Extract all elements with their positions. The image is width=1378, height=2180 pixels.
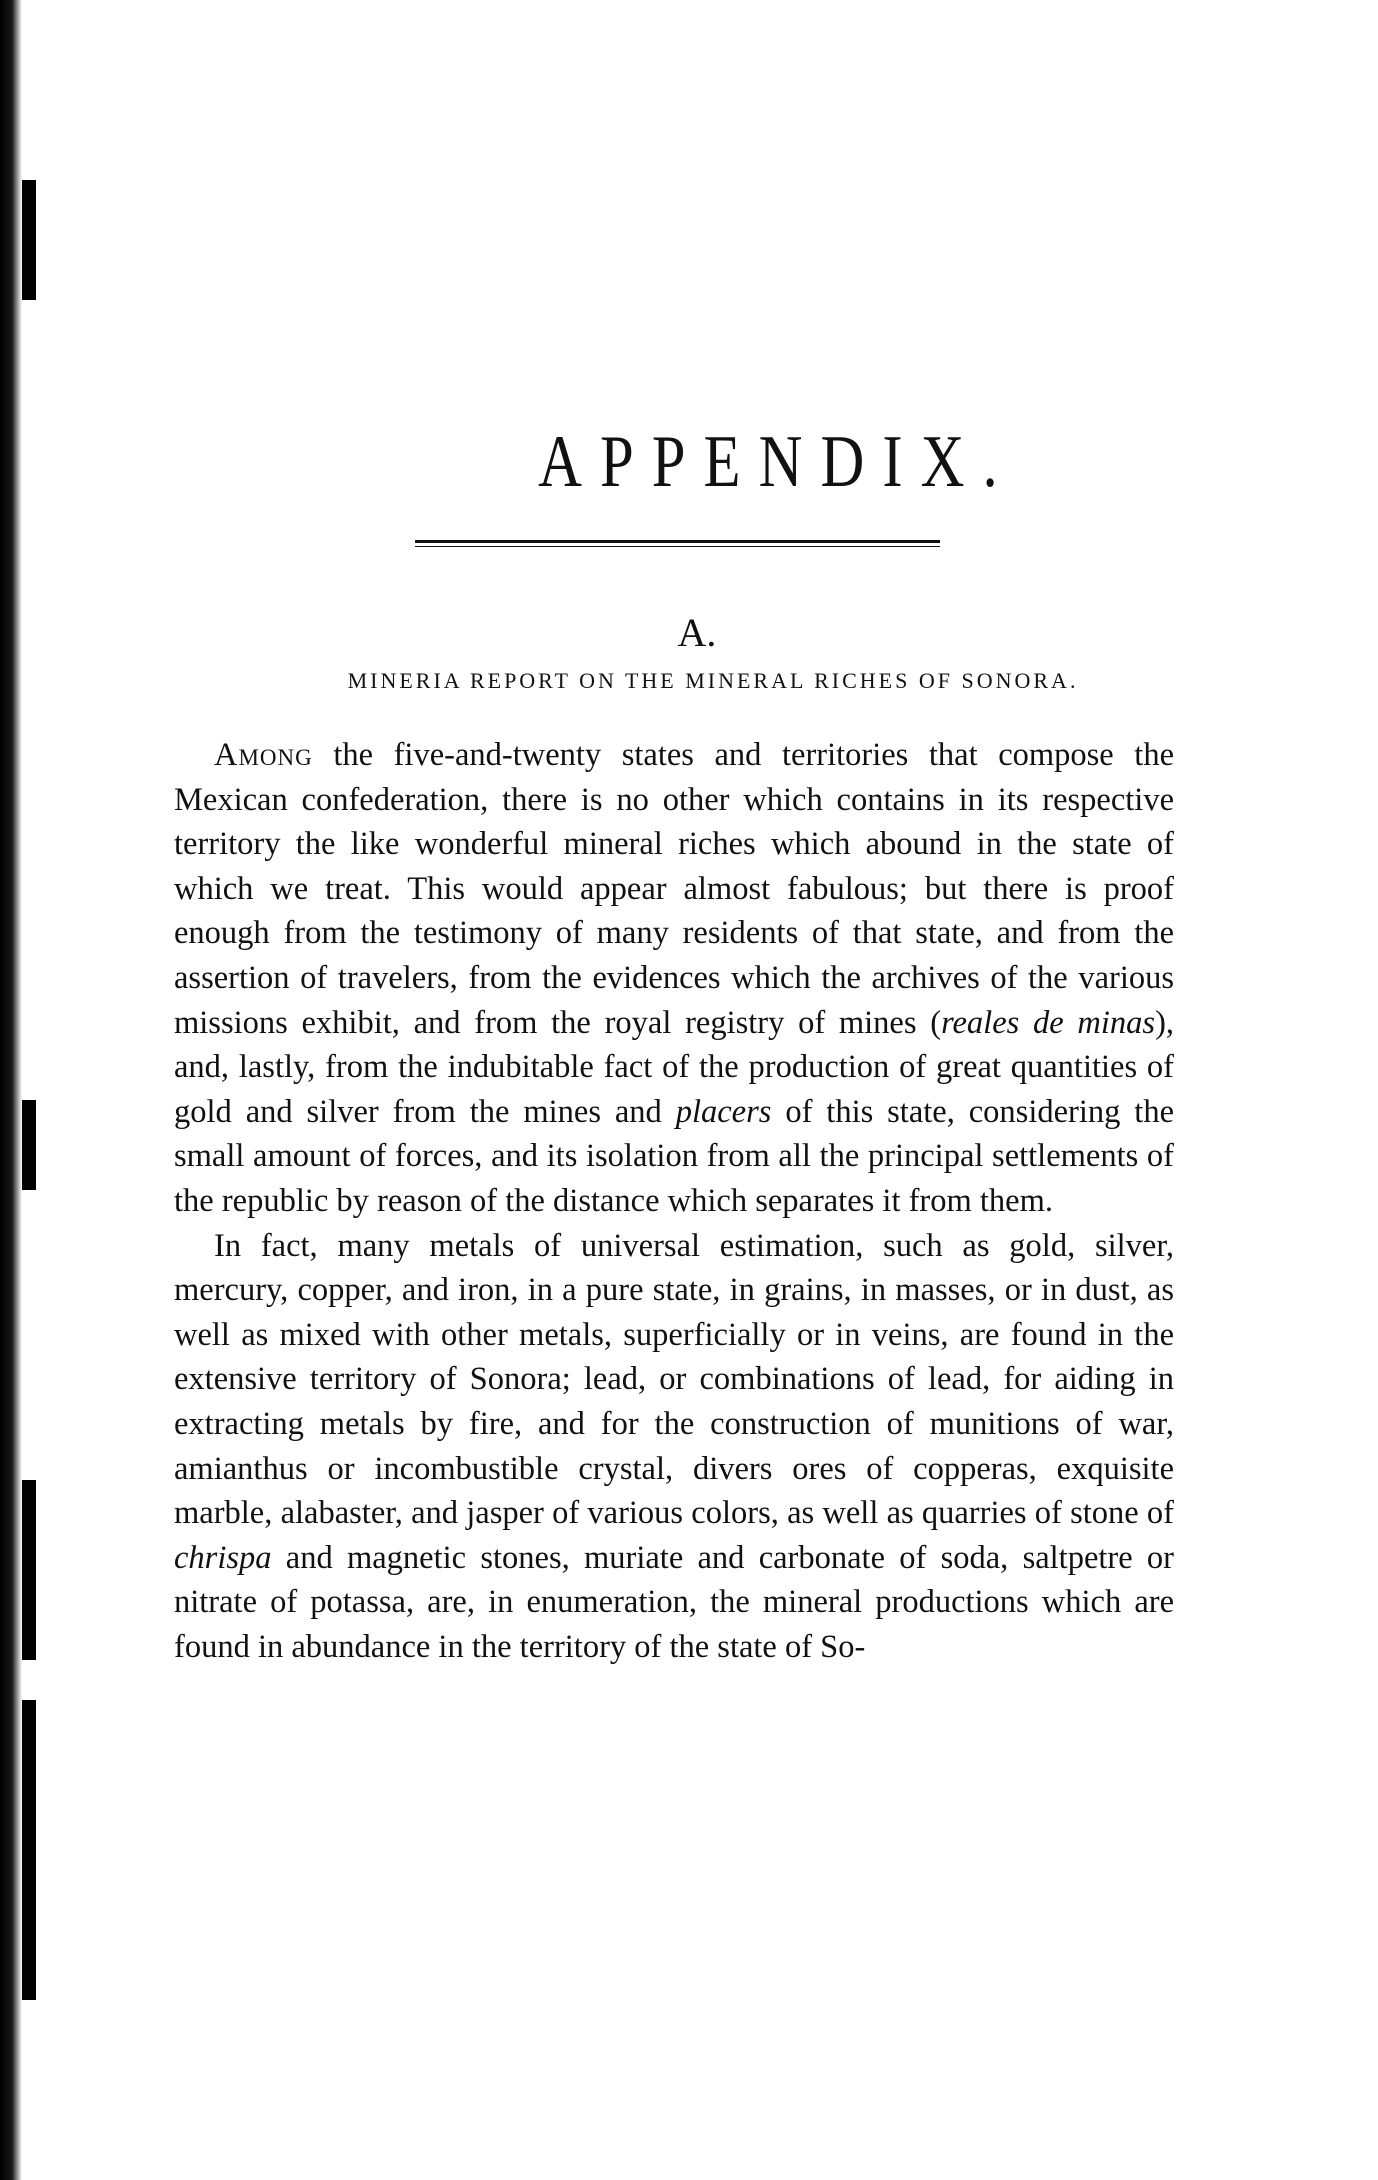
italic-term: placers (675, 1093, 772, 1130)
text-run: In fact, many metals of universal estimation, such as gold, silver, mercury, copper, and iron, in a pure state, in grains, in masses, or in dust, as well as mixed with other metals, superficially or in veins, are found in the extensive territory of Sonora; lead, or combinations of lead, for aiding in extracting metals by fire, and for the construction of munitions of war, amianthus or incombustible crystal, divers ores of copperas, exquisite marble, alabaster, and jasper of various colors, as well as quarries of stone of (174, 1227, 1174, 1532)
text-run: of this state, considering the small amount of forces, and its isolation from all the principal settlements of the republic by reason of the distance which separates it from them. (174, 1093, 1174, 1219)
text-run: ), and, lastly, from the indubitable fact of the production of great quantities of gold and silver from the mines and (174, 1004, 1175, 1130)
scan-edge-mark (22, 1700, 36, 2000)
scan-binding-edge (0, 0, 22, 2180)
page-title: APPENDIX. (538, 421, 1016, 503)
section-letter: A. (677, 610, 717, 655)
scan-edge-mark (22, 1100, 36, 1190)
body-text (174, 733, 1174, 1669)
page-header (0, 421, 1378, 693)
title-rule (415, 540, 940, 543)
scan-edge-mark (22, 180, 36, 300)
section-heading: MINERIA REPORT ON THE MINERAL RICHES OF SONORA. (347, 668, 1079, 693)
scan-edge-mark (22, 1480, 36, 1660)
paragraph (174, 1224, 1174, 1670)
italic-term: reales de minas (941, 1004, 1156, 1041)
text-run: the five-and-twenty states and territories that compose the Mexican confederation, there is no other which contains in its respective territory the like wonderful mineral riches which abound in the state of which we treat. This would appear almost fabulous; but there is proof enough from the testimony of many residents of that state, and from the assertion of travelers, from the evidences which the archives of the various missions exhibit, and from the royal registry of mines ( (174, 737, 1174, 1041)
text-run: and magnetic stones, muriate and carbonate of soda, saltpetre or nitrate of potassa, are, in enumeration, the mineral productions which are found in abundance in the territory of the state of So- (174, 1539, 1174, 1665)
title-rule-thin (415, 546, 940, 547)
paragraph (174, 733, 1174, 1224)
italic-term: chrispa (174, 1539, 272, 1576)
lead-word: Among (214, 737, 313, 773)
